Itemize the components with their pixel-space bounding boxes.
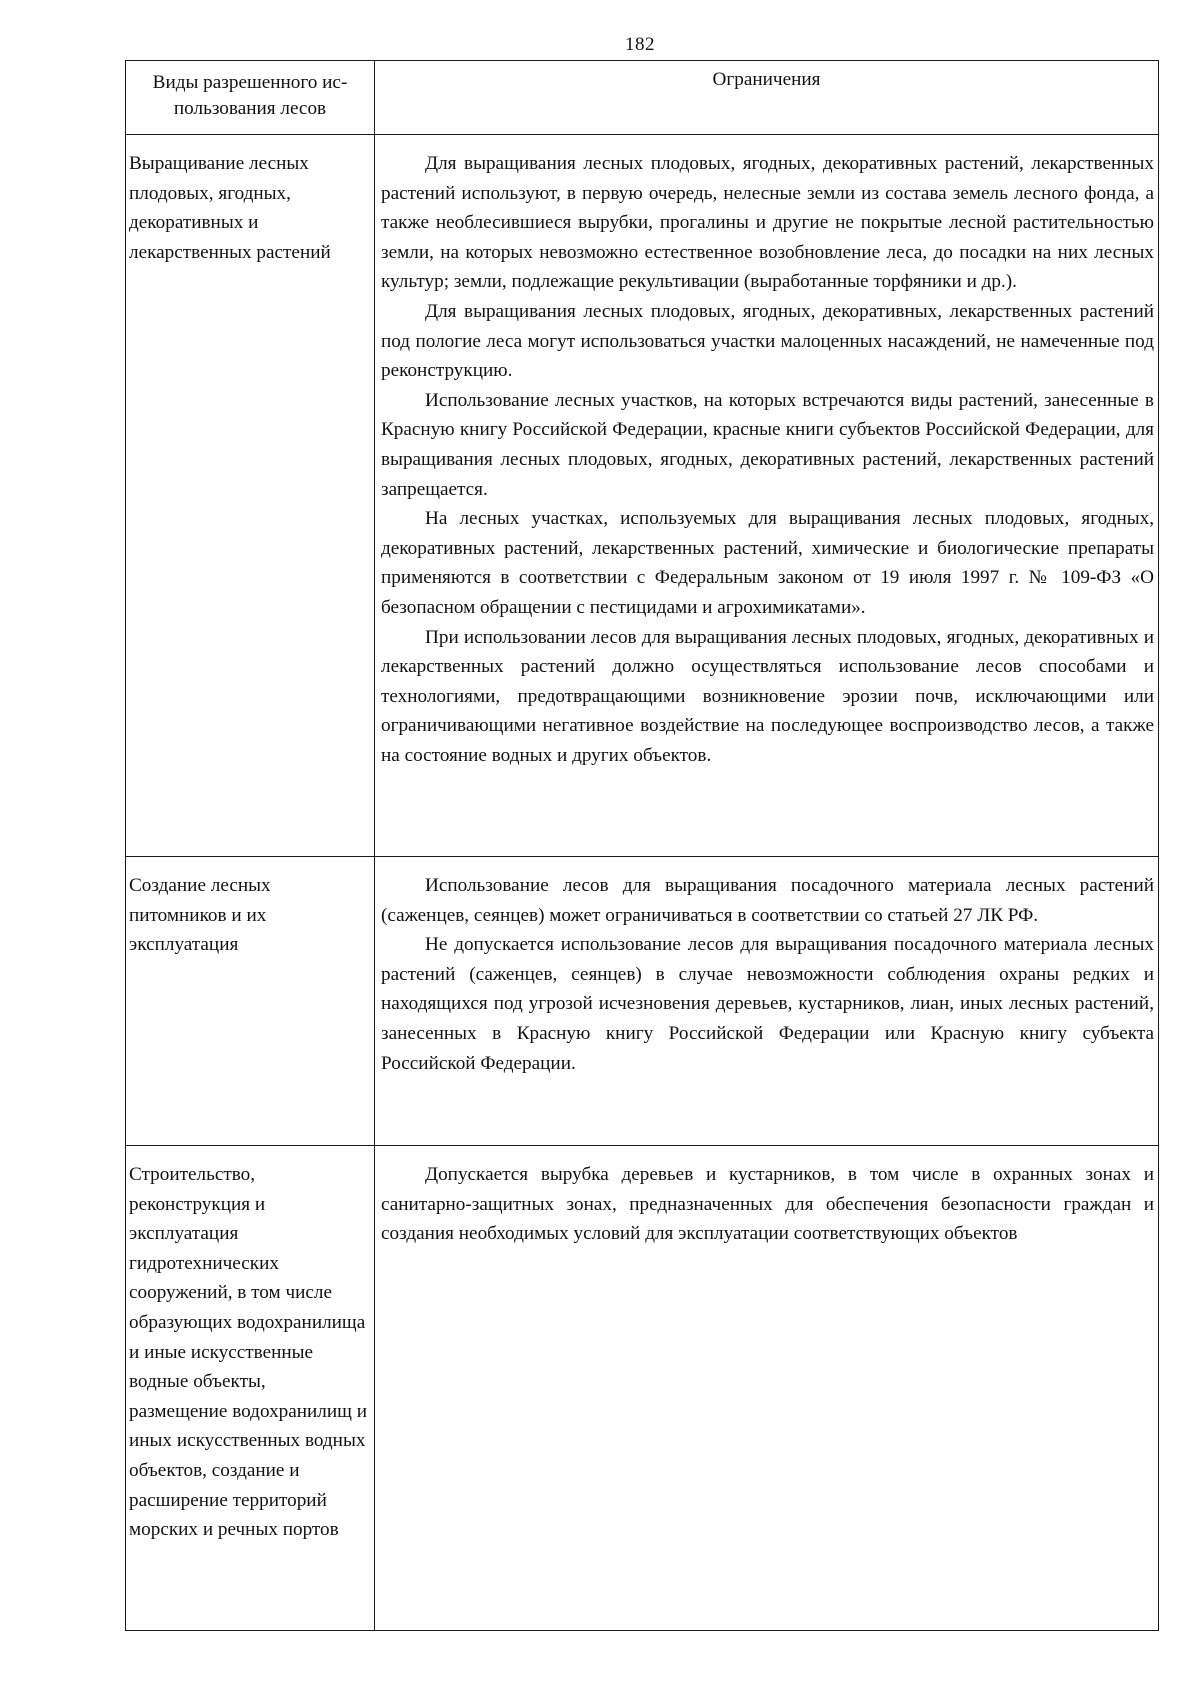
header-restrictions: Ограничения	[375, 61, 1159, 135]
restriction-paragraph: Для выращивания лесных плодовых, ягодных, декоративных растений, лекарственных растений используют, в первую очередь, нелесные земли из состава земель лесного фонда, а также необлесившиеся вырубки, прогалины и другие не покрытые лесной растительностью земли, на которых невозможно естественное возобновление леса, до посадки на них лесных культур; земли, подлежащие рекультивации (выработанные торфяники и др.).	[381, 153, 1154, 293]
restriction-paragraph: Использование лесных участков, на которых встречаются виды растений, занесенные в Красную книгу Российской Федерации, красные книги субъектов Российской Федерации, для выращивания лесных плодовых, ягодных, декоративных растений, лекарственных растений запрещается.	[381, 389, 1154, 500]
usage-type-cell: Строительство, реконструкция и эксплуатация гидротехнических сооружений, в том числе образующих водохранилища и иные искусственные водные объекты, размещение водохранилищ и иных искусственных водных объектов, создание и расширение территорий морских и речных портов	[126, 1146, 375, 1631]
page-number: 182	[625, 34, 655, 55]
restriction-paragraph: При использовании лесов для выращивания лесных плодовых, ягодных, декоративных и лекарственных растений должно осуществляться использование лесов способами и технологиями, предотвращающими возникновение эрозии почв, исключающими или ограничивающими негативное воздействие на последующее воспроизводство лесов, а также на состояние водных и других объектов.	[381, 626, 1154, 766]
restrictions-cell	[375, 857, 1159, 1146]
table-row	[126, 1146, 1159, 1631]
header-usage-type: Виды разрешенного ис-пользования лесов	[126, 61, 375, 135]
usage-type-cell: Создание лесных питомников и их эксплуатация	[126, 857, 375, 1146]
restriction-paragraph: Использование лесов для выращивания посадочного материала лесных растений (саженцев, сеянцев) может ограничиваться в соответствии со статьей 27 ЛК РФ.	[381, 875, 1154, 926]
restriction-paragraph: Для выращивания лесных плодовых, ягодных, декоративных, лекарственных растений под пологие леса могут использоваться участки малоценных насаждений, не намеченные под реконструкцию.	[381, 300, 1154, 382]
restrictions-cell	[375, 135, 1159, 857]
table-header-row	[126, 61, 1159, 135]
restrictions-table	[125, 60, 1159, 1631]
restriction-paragraph: Не допускается использование лесов для выращивания посадочного материала лесных растений (саженцев, сеянцев) в случае невозможности соблюдения охраны редких и находящихся под угрозой исчезновения деревьев, кустарников, лиан, иных лесных растений, занесенных в Красную книгу Российской Федерации или Красную книгу субъекта Российской Федерации.	[381, 934, 1154, 1074]
restriction-paragraph: На лесных участках, используемых для выращивания лесных плодовых, ягодных, декоративных растений, лекарственных растений, химические и биологические препараты применяются в соответствии с Федеральным законом от 19 июля 1997 г. № 109-ФЗ «О безопасном обращении с пестицидами и агрохимикатами».	[381, 508, 1154, 618]
usage-type-cell: Выращивание лесных плодовых, ягодных, декоративных и лекарственных растений	[126, 135, 375, 857]
restrictions-cell	[375, 1146, 1159, 1631]
table-row	[126, 135, 1159, 857]
restriction-paragraph: Допускается вырубка деревьев и кустарников, в том числе в охранных зонах и санитарно-защитных зонах, предназначенных для обеспечения безопасности граждан и создания необходимых условий для эксплуатации соответствующих объектов	[381, 1164, 1154, 1245]
table-row	[126, 857, 1159, 1146]
